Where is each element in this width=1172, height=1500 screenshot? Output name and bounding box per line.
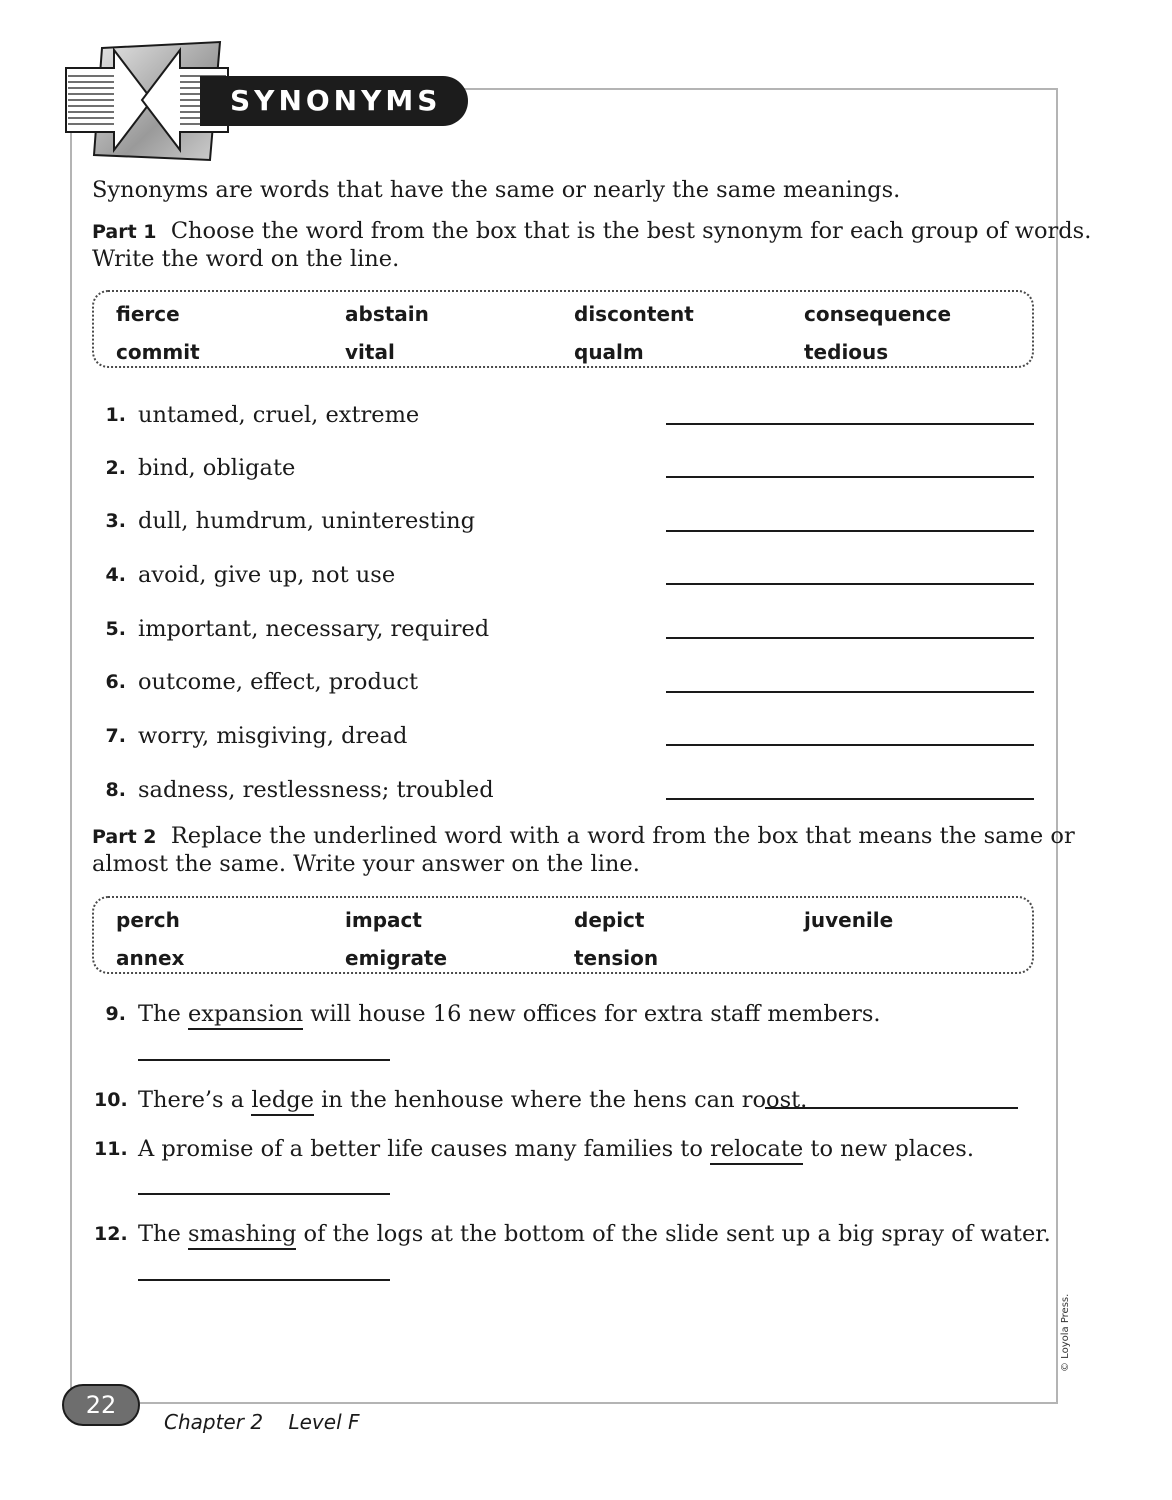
- item-number: 6.: [105, 671, 126, 693]
- item-clue: untamed, cruel, extreme: [138, 402, 420, 428]
- answer-line-12[interactable]: [138, 1279, 390, 1281]
- underlined-word: expansion: [188, 1001, 303, 1030]
- item-number: 1.: [105, 404, 126, 426]
- item-sentence: The smashing of the logs at the bottom of the slide sent up a big spray of water.: [138, 1220, 1051, 1248]
- part1-instruction-line1: Choose the word from the box that is the best synonym for each group of words.: [170, 218, 1092, 244]
- part1-word-box: [92, 290, 1034, 368]
- part2-instruction-line1: Replace the underlined word with a word from the box that means the same or: [170, 823, 1075, 849]
- item-clue: important, necessary, required: [138, 616, 490, 642]
- item-number: 10.: [94, 1089, 128, 1111]
- answer-line-4[interactable]: [666, 583, 1034, 585]
- part2-instruction: [92, 822, 1075, 851]
- item-number: 11.: [94, 1138, 128, 1160]
- word-box-item: consequence: [804, 302, 952, 326]
- footer-level: Level F: [288, 1410, 360, 1434]
- word-box-item: tension: [574, 946, 659, 970]
- item-clue: worry, misgiving, dread: [138, 723, 408, 749]
- answer-line-3[interactable]: [666, 530, 1034, 532]
- page-title: SYNONYMS: [200, 76, 468, 126]
- item-clue: avoid, give up, not use: [138, 562, 396, 588]
- underlined-word: relocate: [710, 1136, 803, 1165]
- answer-line-8[interactable]: [666, 798, 1034, 800]
- word-box-item: discontent: [574, 302, 694, 326]
- footer-chapter: Chapter 2: [164, 1410, 264, 1434]
- part1-label: Part 1: [92, 221, 157, 243]
- word-box-item: impact: [345, 908, 422, 932]
- word-box-item: abstain: [345, 302, 429, 326]
- word-box-item: fierce: [116, 302, 180, 326]
- answer-line-2[interactable]: [666, 476, 1034, 478]
- part2-instruction-line2: almost the same. Write your answer on the line.: [92, 851, 640, 877]
- answer-line-5[interactable]: [666, 637, 1034, 639]
- underlined-word: ledge: [251, 1087, 314, 1116]
- word-box-item: perch: [116, 908, 180, 932]
- item-number: 8.: [105, 779, 126, 801]
- item-number: 7.: [105, 725, 126, 747]
- item-number: 4.: [105, 564, 126, 586]
- word-box-item: annex: [116, 946, 185, 970]
- item-number: 2.: [105, 457, 126, 479]
- word-box-item: juvenile: [804, 908, 894, 932]
- item-clue: bind, obligate: [138, 455, 296, 481]
- part1-instruction: [92, 217, 1091, 246]
- footer-chapter-level: [164, 1410, 360, 1434]
- item-number: 3.: [105, 510, 126, 532]
- part2-word-box: [92, 896, 1034, 974]
- item-clue: sadness, restlessness; troubled: [138, 777, 494, 803]
- underlined-word: smashing: [188, 1221, 296, 1250]
- word-box-item: emigrate: [345, 946, 448, 970]
- word-box-item: qualm: [574, 340, 644, 364]
- word-box-item: tedious: [804, 340, 889, 364]
- word-box-item: depict: [574, 908, 645, 932]
- item-number: 5.: [105, 618, 126, 640]
- answer-line-10[interactable]: [765, 1107, 1018, 1109]
- word-box-item: vital: [345, 340, 395, 364]
- answer-line-7[interactable]: [666, 744, 1034, 746]
- word-box-item: commit: [116, 340, 200, 364]
- item-clue: dull, humdrum, uninteresting: [138, 508, 475, 534]
- item-number: 9.: [105, 1003, 126, 1025]
- intro-text: Synonyms are words that have the same or nearly the same meanings.: [92, 177, 901, 203]
- item-number: 12.: [94, 1223, 128, 1245]
- item-clue: outcome, effect, product: [138, 669, 418, 695]
- answer-line-11[interactable]: [138, 1193, 390, 1195]
- answer-line-9[interactable]: [138, 1059, 390, 1061]
- copyright-notice: © Loyola Press.: [1060, 1293, 1071, 1372]
- part1-instruction-line2: Write the word on the line.: [92, 246, 400, 272]
- item-sentence: The expansion will house 16 new offices for extra staff members.: [138, 1000, 881, 1028]
- answer-line-1[interactable]: [666, 423, 1034, 425]
- part2-label: Part 2: [92, 826, 157, 848]
- item-sentence: There’s a ledge in the henhouse where the hens can roost.: [138, 1086, 807, 1114]
- item-sentence: A promise of a better life causes many families to relocate to new places.: [138, 1135, 974, 1163]
- page-number: 22: [62, 1384, 140, 1426]
- answer-line-6[interactable]: [666, 691, 1034, 693]
